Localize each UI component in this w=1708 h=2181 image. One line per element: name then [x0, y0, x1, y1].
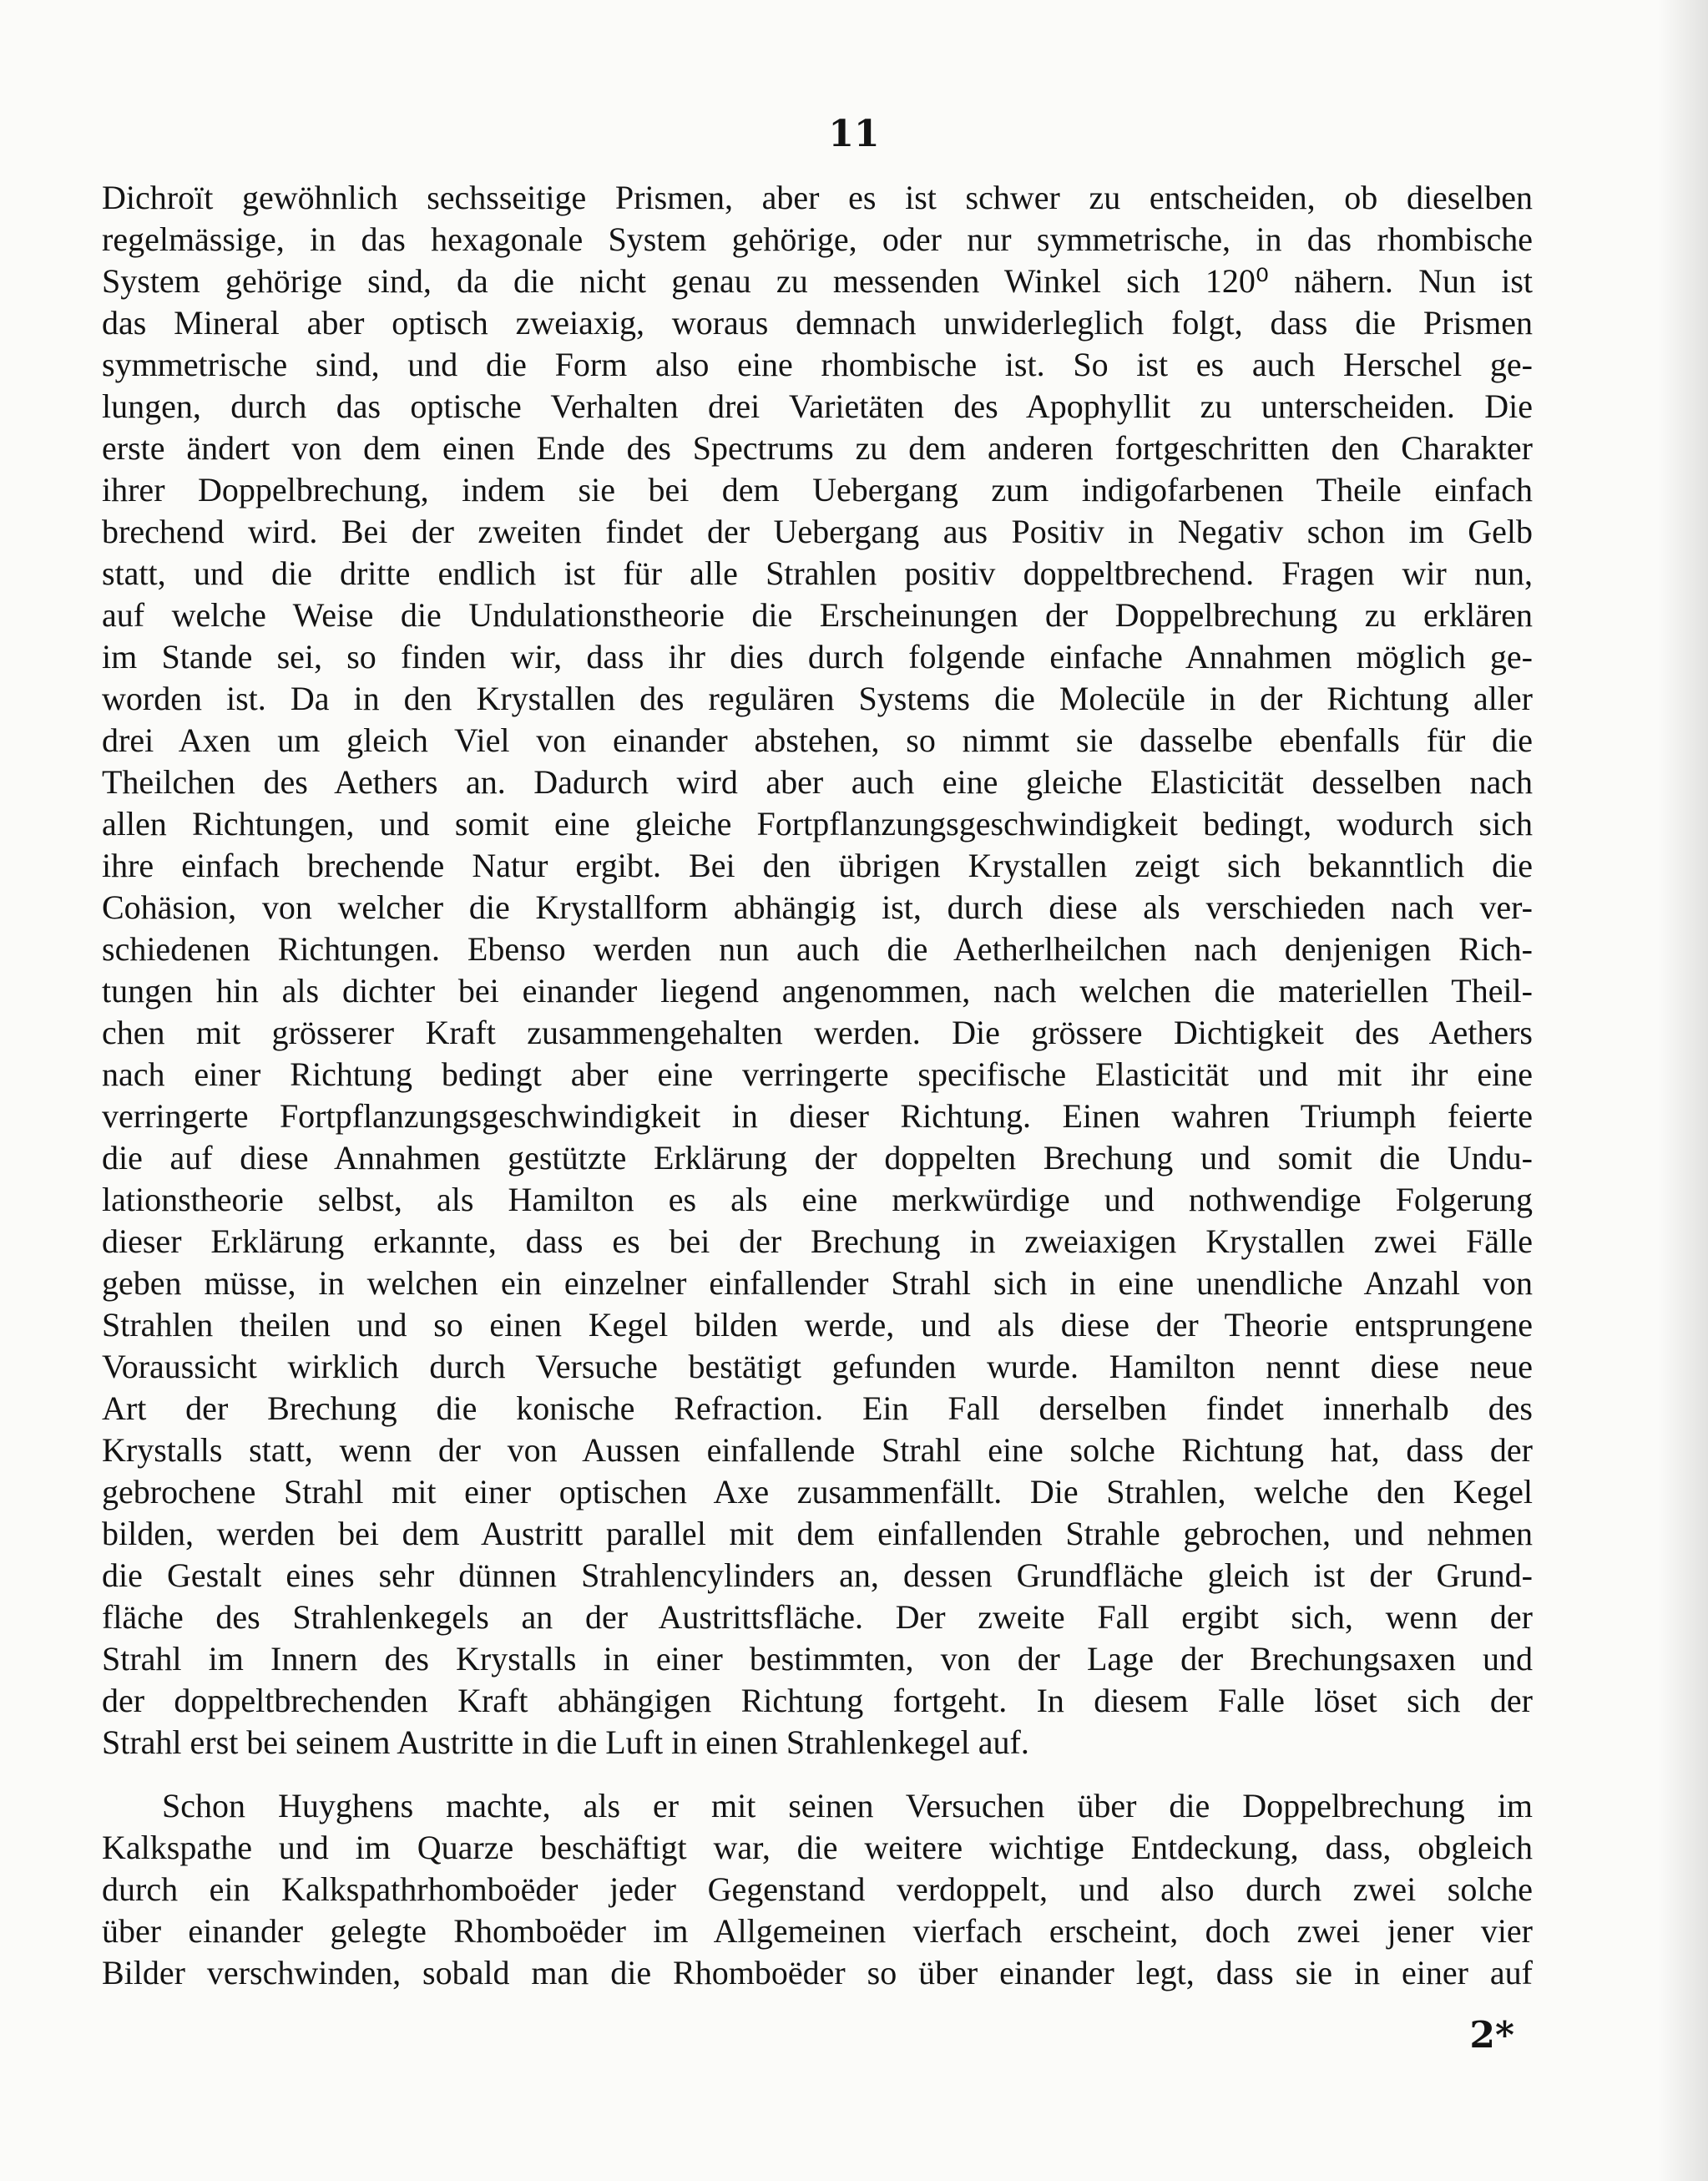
- text-line: Bilder verschwinden, sobald man die Rhomboëder so über einander legt, dass sie in einer auf: [102, 1954, 1533, 1991]
- text-line: lationstheorie selbst, als Hamilton es als eine merkwürdige und nothwendige Folgerung: [102, 1181, 1533, 1218]
- page-number: 11: [828, 113, 880, 155]
- signature-mark: 2*: [1469, 2014, 1514, 2057]
- text-line: lungen, durch das optische Verhalten drei Varietäten des Apophyllit zu unterscheiden. Die: [102, 387, 1533, 425]
- text-line: der doppeltbrechenden Kraft abhängigen Richtung fortgeht. In diesem Falle löset sich der: [102, 1682, 1533, 1719]
- text-line: auf welche Weise die Undulationstheorie die Erscheinungen der Doppelbrechung zu erklären: [102, 596, 1533, 634]
- text-line: Kalkspathe und im Quarze beschäftigt war, die weitere wichtige Entdeckung, dass, obgleich: [102, 1829, 1533, 1866]
- text-line: worden ist. Da in den Krystallen des regulären Systems die Molecüle in der Richtung aller: [102, 680, 1533, 717]
- paragraph-1: [102, 177, 1533, 1764]
- text-line: tungen hin als dichter bei einander liegend angenommen, nach welchen die materiellen Theil-: [102, 972, 1533, 1010]
- text-line: Art der Brechung die konische Refraction. Ein Fall derselben findet innerhalb des: [102, 1389, 1533, 1427]
- binding-shadow: [1658, 0, 1708, 2181]
- text-line: allen Richtungen, und somit eine gleiche Fortpflanzungsgeschwindigkeit bedingt, wodurch sich: [102, 805, 1533, 843]
- text-line: gebrochene Strahl mit einer optischen Axe zusammenfällt. Die Strahlen, welche den Kegel: [102, 1473, 1533, 1511]
- text-line: bilden, werden bei dem Austritt parallel mit dem einfallenden Strahle gebrochen, und nehmen: [102, 1515, 1533, 1552]
- text-line: dieser Erklärung erkannte, dass es bei der Brechung in zweiaxigen Krystallen zwei Fälle: [102, 1222, 1533, 1260]
- text-line: symmetrische sind, und die Form also eine rhombische ist. So ist es auch Herschel ge-: [102, 346, 1533, 383]
- text-line: Krystalls statt, wenn der von Aussen einfallende Strahl eine solche Richtung hat, dass der: [102, 1431, 1533, 1469]
- text-line: verringerte Fortpflanzungsgeschwindigkeit in dieser Richtung. Einen wahren Triumph feierte: [102, 1097, 1533, 1135]
- text-line: Dichroït gewöhnlich sechsseitige Prismen, aber es ist schwer zu entscheiden, ob dieselben: [102, 179, 1533, 216]
- text-line: schiedenen Richtungen. Ebenso werden nun auch die Aetherlheilchen nach denjenigen Rich-: [102, 930, 1533, 968]
- text-line: geben müsse, in welchen ein einzelner einfallender Strahl sich in eine unendliche Anzahl von: [102, 1264, 1533, 1302]
- text-line: über einander gelegte Rhomboëder im Allgemeinen vierfach erscheint, doch zwei jener vier: [102, 1912, 1533, 1950]
- body-text: [102, 177, 1533, 1994]
- text-line: fläche des Strahlenkegels an der Austrittsfläche. Der zweite Fall ergibt sich, wenn der: [102, 1598, 1533, 1636]
- text-line: durch ein Kalkspathrhomboëder jeder Gegenstand verdoppelt, und also durch zwei solche: [102, 1870, 1533, 1908]
- text-line: ihre einfach brechende Natur ergibt. Bei den übrigen Krystallen zeigt sich bekanntlich die: [102, 847, 1533, 884]
- text-line: ihrer Doppelbrechung, indem sie bei dem Uebergang zum indigofarbenen Theile einfach: [102, 471, 1533, 509]
- text-line: chen mit grösserer Kraft zusammengehalten werden. Die grössere Dichtigkeit des Aethers: [102, 1014, 1533, 1051]
- text-line: regelmässige, in das hexagonale System gehörige, oder nur symmetrische, in das rhombische: [102, 220, 1533, 258]
- text-line: erste ändert von dem einen Ende des Spectrums zu dem anderen fortgeschritten den Charakter: [102, 429, 1533, 467]
- text-line: Cohäsion, von welcher die Krystallform abhängig ist, durch diese als verschieden nach ver-: [102, 888, 1533, 926]
- text-line: brechend wird. Bei der zweiten findet der Uebergang aus Positiv in Negativ schon im Gelb: [102, 513, 1533, 550]
- text-line: Voraussicht wirklich durch Versuche bestätigt gefunden wurde. Hamilton nennt diese neue: [102, 1348, 1533, 1385]
- paragraph-2: [102, 1785, 1533, 1994]
- text-line: Theilchen des Aethers an. Dadurch wird aber auch eine gleiche Elasticität desselben nach: [102, 763, 1533, 801]
- text-line: das Mineral aber optisch zweiaxig, woraus demnach unwiderleglich folgt, dass die Prismen: [102, 304, 1533, 342]
- text-line: statt, und die dritte endlich ist für alle Strahlen positiv doppeltbrechend. Fragen wir nun,: [102, 554, 1533, 592]
- text-line: System gehörige sind, da die nicht genau zu messenden Winkel sich 120⁰ nähern. Nun ist: [102, 262, 1533, 300]
- text-line: im Stande sei, so finden wir, dass ihr dies durch folgende einfache Annahmen möglich ge-: [102, 638, 1533, 676]
- paragraph-gap: [102, 1764, 1533, 1785]
- text-line: Strahl im Innern des Krystalls in einer bestimmten, von der Lage der Brechungsaxen und: [102, 1640, 1533, 1677]
- text-line: die auf diese Annahmen gestützte Erklärung der doppelten Brechung und somit die Undu-: [102, 1139, 1533, 1177]
- text-line-last: Strahl erst bei seinem Austritte in die Luft in einen Strahlenkegel auf.: [102, 1723, 1029, 1761]
- text-line: die Gestalt eines sehr dünnen Strahlencylinders an, dessen Grundfläche gleich ist der Grund-: [102, 1556, 1533, 1594]
- text-line: drei Axen um gleich Viel von einander abstehen, so nimmt sie dasselbe ebenfalls für die: [102, 721, 1533, 759]
- text-line: Schon Huyghens machte, als er mit seinen Versuchen über die Doppelbrechung im: [162, 1787, 1533, 1824]
- text-line: nach einer Richtung bedingt aber eine verringerte specifische Elasticität und mit ihr eine: [102, 1055, 1533, 1093]
- text-line: Strahlen theilen und so einen Kegel bilden werde, und als diese der Theorie entsprungene: [102, 1306, 1533, 1344]
